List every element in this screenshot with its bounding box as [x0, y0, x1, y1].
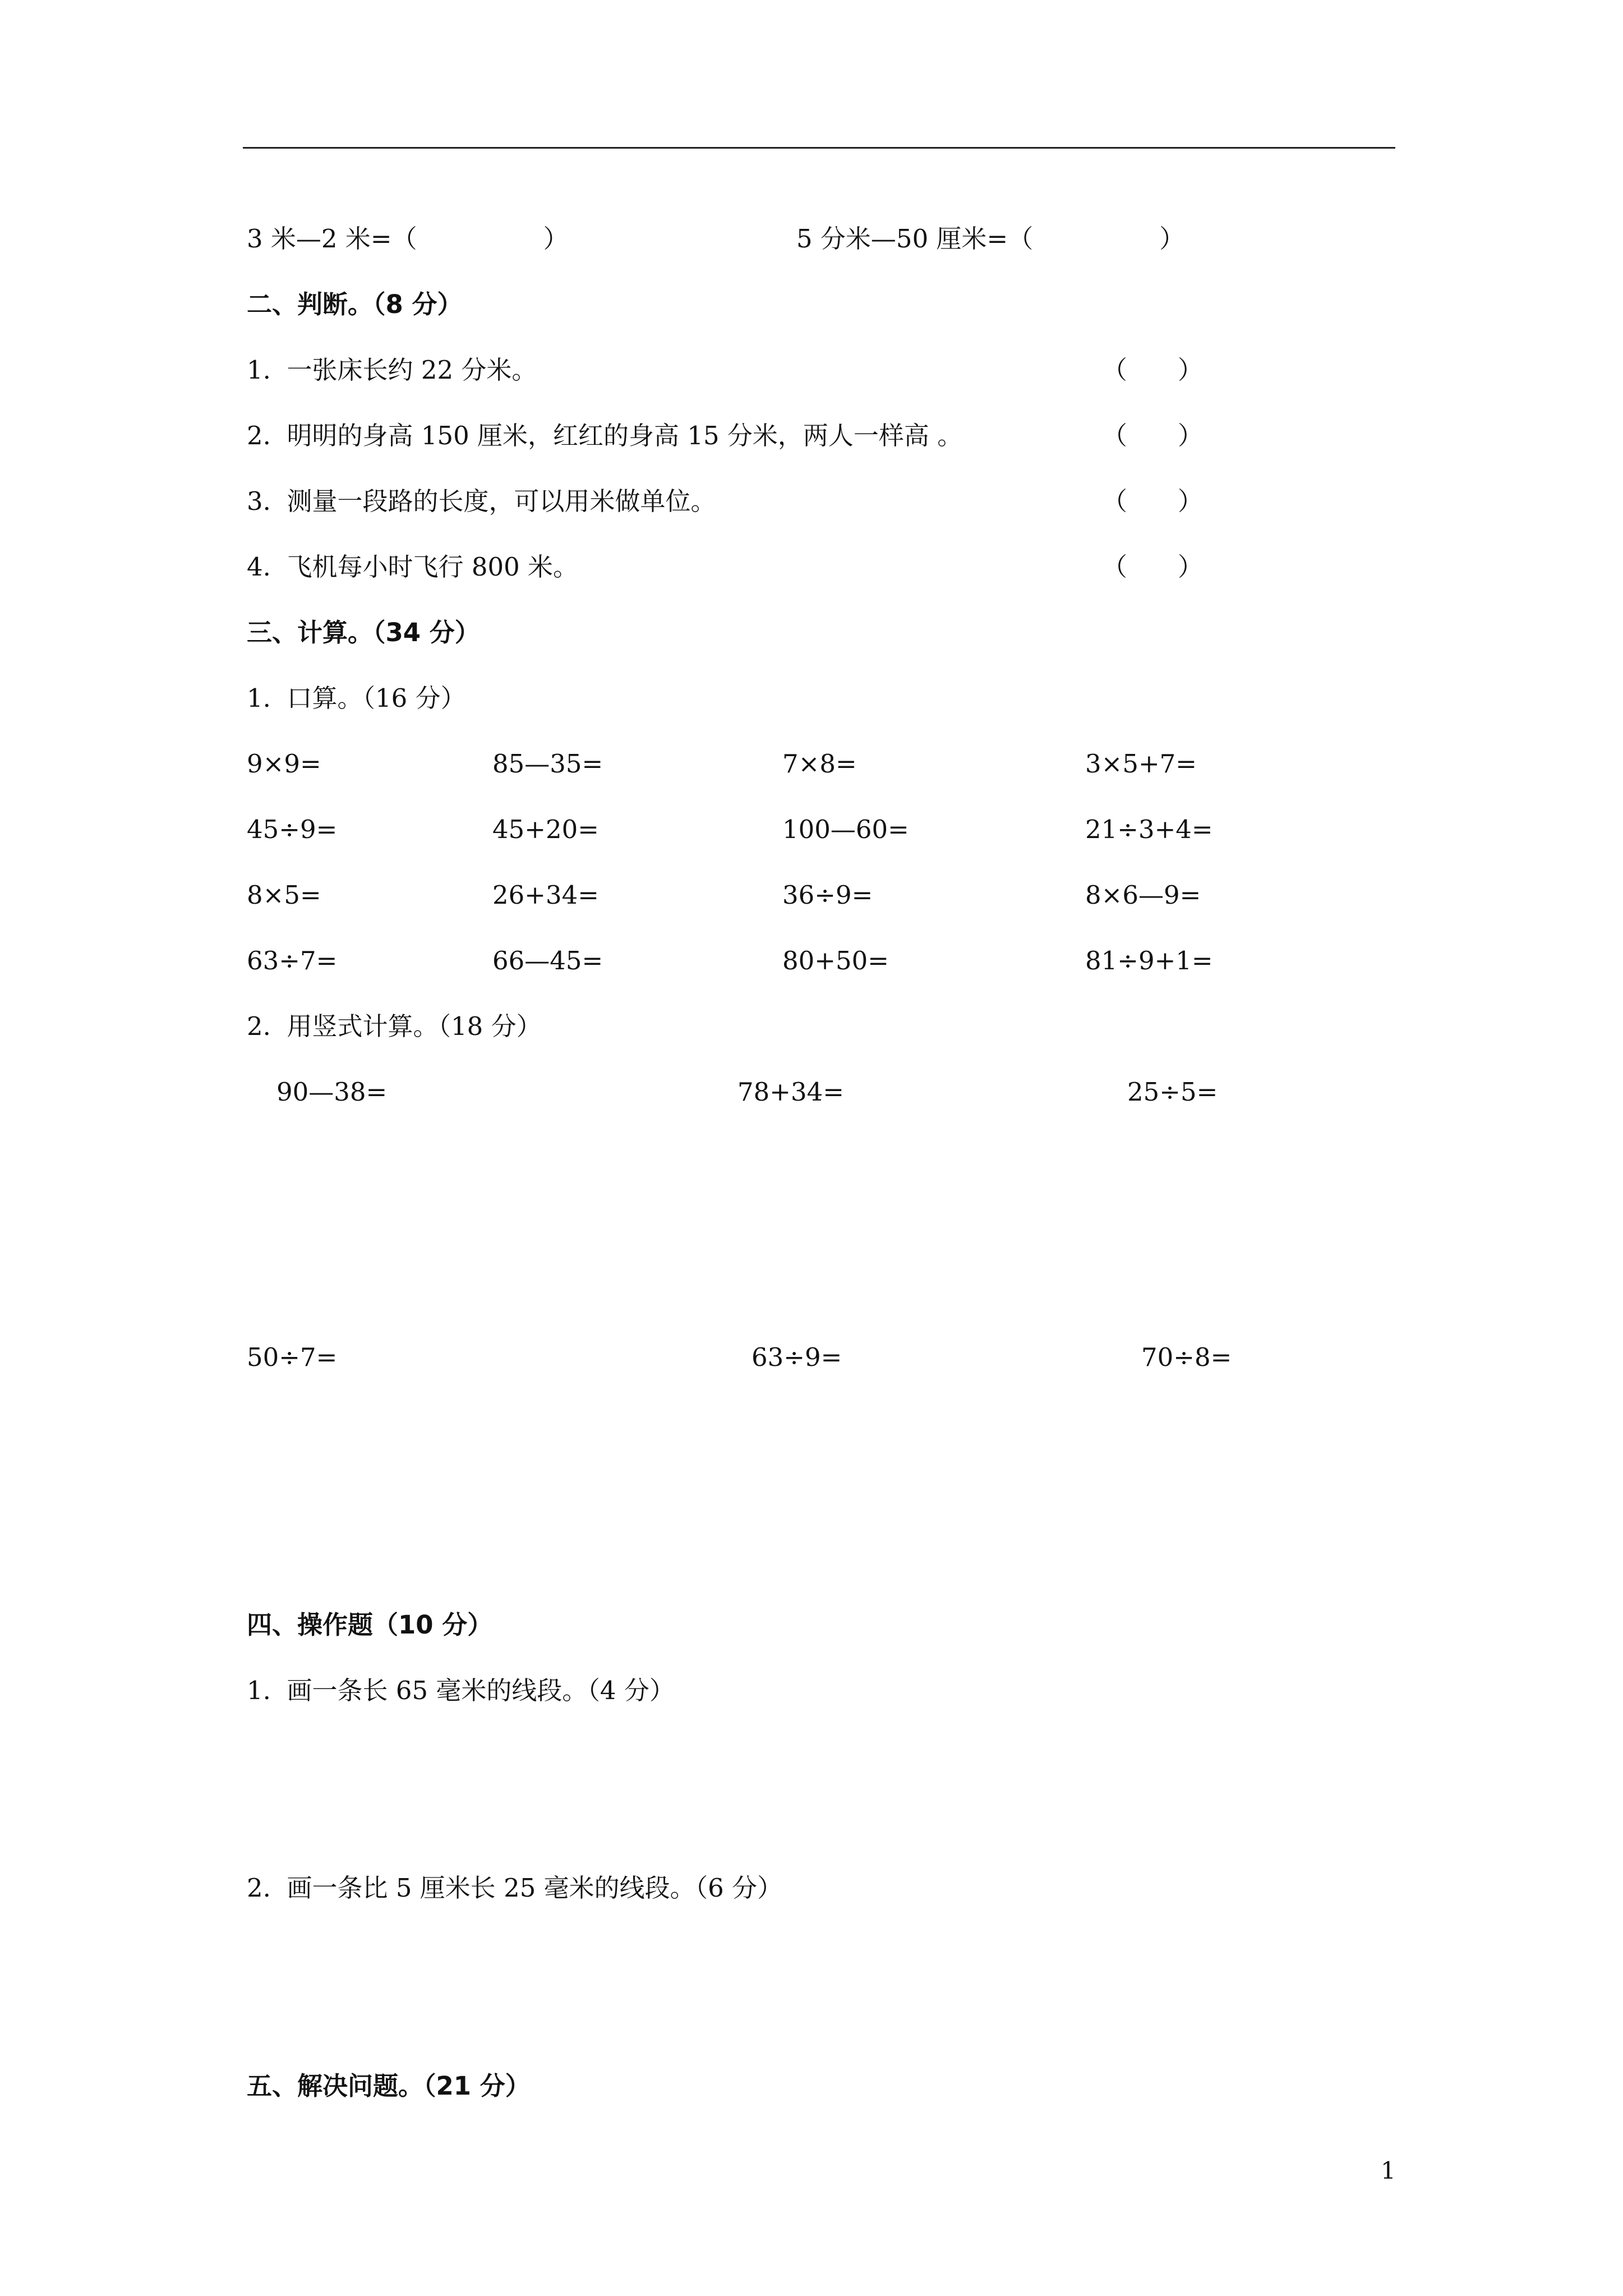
oral-cell: 7×8=: [782, 749, 857, 779]
oral-cell: 45+20=: [492, 815, 599, 844]
vertical-problem: 90—38=: [276, 1077, 388, 1107]
judge-item-1: 1. 一张床长约 22 分米。: [247, 355, 537, 385]
oral-cell: 81÷9+1=: [1085, 946, 1213, 976]
oral-cell: 85—35=: [492, 749, 603, 779]
judge-item-4: 4. 飞机每小时飞行 800 米。: [247, 552, 579, 582]
section3-heading: 三、计算。（34 分）: [247, 618, 480, 647]
header-rule: [243, 147, 1395, 149]
vertical-problem: 70÷8=: [1141, 1342, 1232, 1372]
oral-calc-title: 1. 口算。（16 分）: [247, 683, 466, 713]
oral-cell: 26+34=: [492, 880, 599, 910]
oral-cell: 36÷9=: [782, 880, 873, 910]
judge-item-2: 2. 明明的身高 150 厘米，红红的身高 15 分米，两人一样高 。: [247, 421, 963, 450]
vertical-problem: 63÷9=: [751, 1342, 842, 1372]
judge-answer-2: （ ）: [1102, 421, 1204, 450]
oral-cell: 63÷7=: [247, 946, 338, 976]
conversion-right: 5 分米—50 厘米=（ ）: [796, 224, 1185, 254]
vertical-calc-title: 2. 用竖式计算。（18 分）: [247, 1011, 542, 1041]
judge-answer-3: （ ）: [1102, 486, 1204, 516]
judge-answer-4: （ ）: [1102, 552, 1204, 582]
oral-cell: 45÷9=: [247, 815, 338, 844]
vertical-problem: 50÷7=: [247, 1342, 338, 1372]
section2-heading: 二、判断。（8 分）: [247, 289, 463, 319]
oral-cell: 66—45=: [492, 946, 603, 976]
section4-heading: 四、操作题（10 分）: [247, 1610, 493, 1640]
oral-cell: 8×6—9=: [1085, 880, 1201, 910]
oral-cell: 80+50=: [782, 946, 889, 976]
page-number: 1: [1381, 2157, 1396, 2184]
oral-cell: 8×5=: [247, 880, 321, 910]
operation-item-1: 1. 画一条长 65 毫米的线段。（4 分）: [247, 1676, 675, 1705]
operation-item-2: 2. 画一条比 5 厘米长 25 毫米的线段。（6 分）: [247, 1873, 783, 1903]
oral-cell: 21÷3+4=: [1085, 815, 1213, 844]
section5-heading: 五、解决问题。（21 分）: [247, 2071, 531, 2101]
conversion-left: 3 米—2 米=（ ）: [247, 224, 569, 254]
oral-cell: 9×9=: [247, 749, 321, 779]
oral-cell: 100—60=: [782, 815, 909, 844]
vertical-problem: 25÷5=: [1127, 1077, 1218, 1107]
oral-cell: 3×5+7=: [1085, 749, 1197, 779]
judge-answer-1: （ ）: [1102, 355, 1204, 385]
judge-item-3: 3. 测量一段路的长度，可以用米做单位。: [247, 486, 716, 516]
vertical-problem: 78+34=: [737, 1077, 844, 1107]
